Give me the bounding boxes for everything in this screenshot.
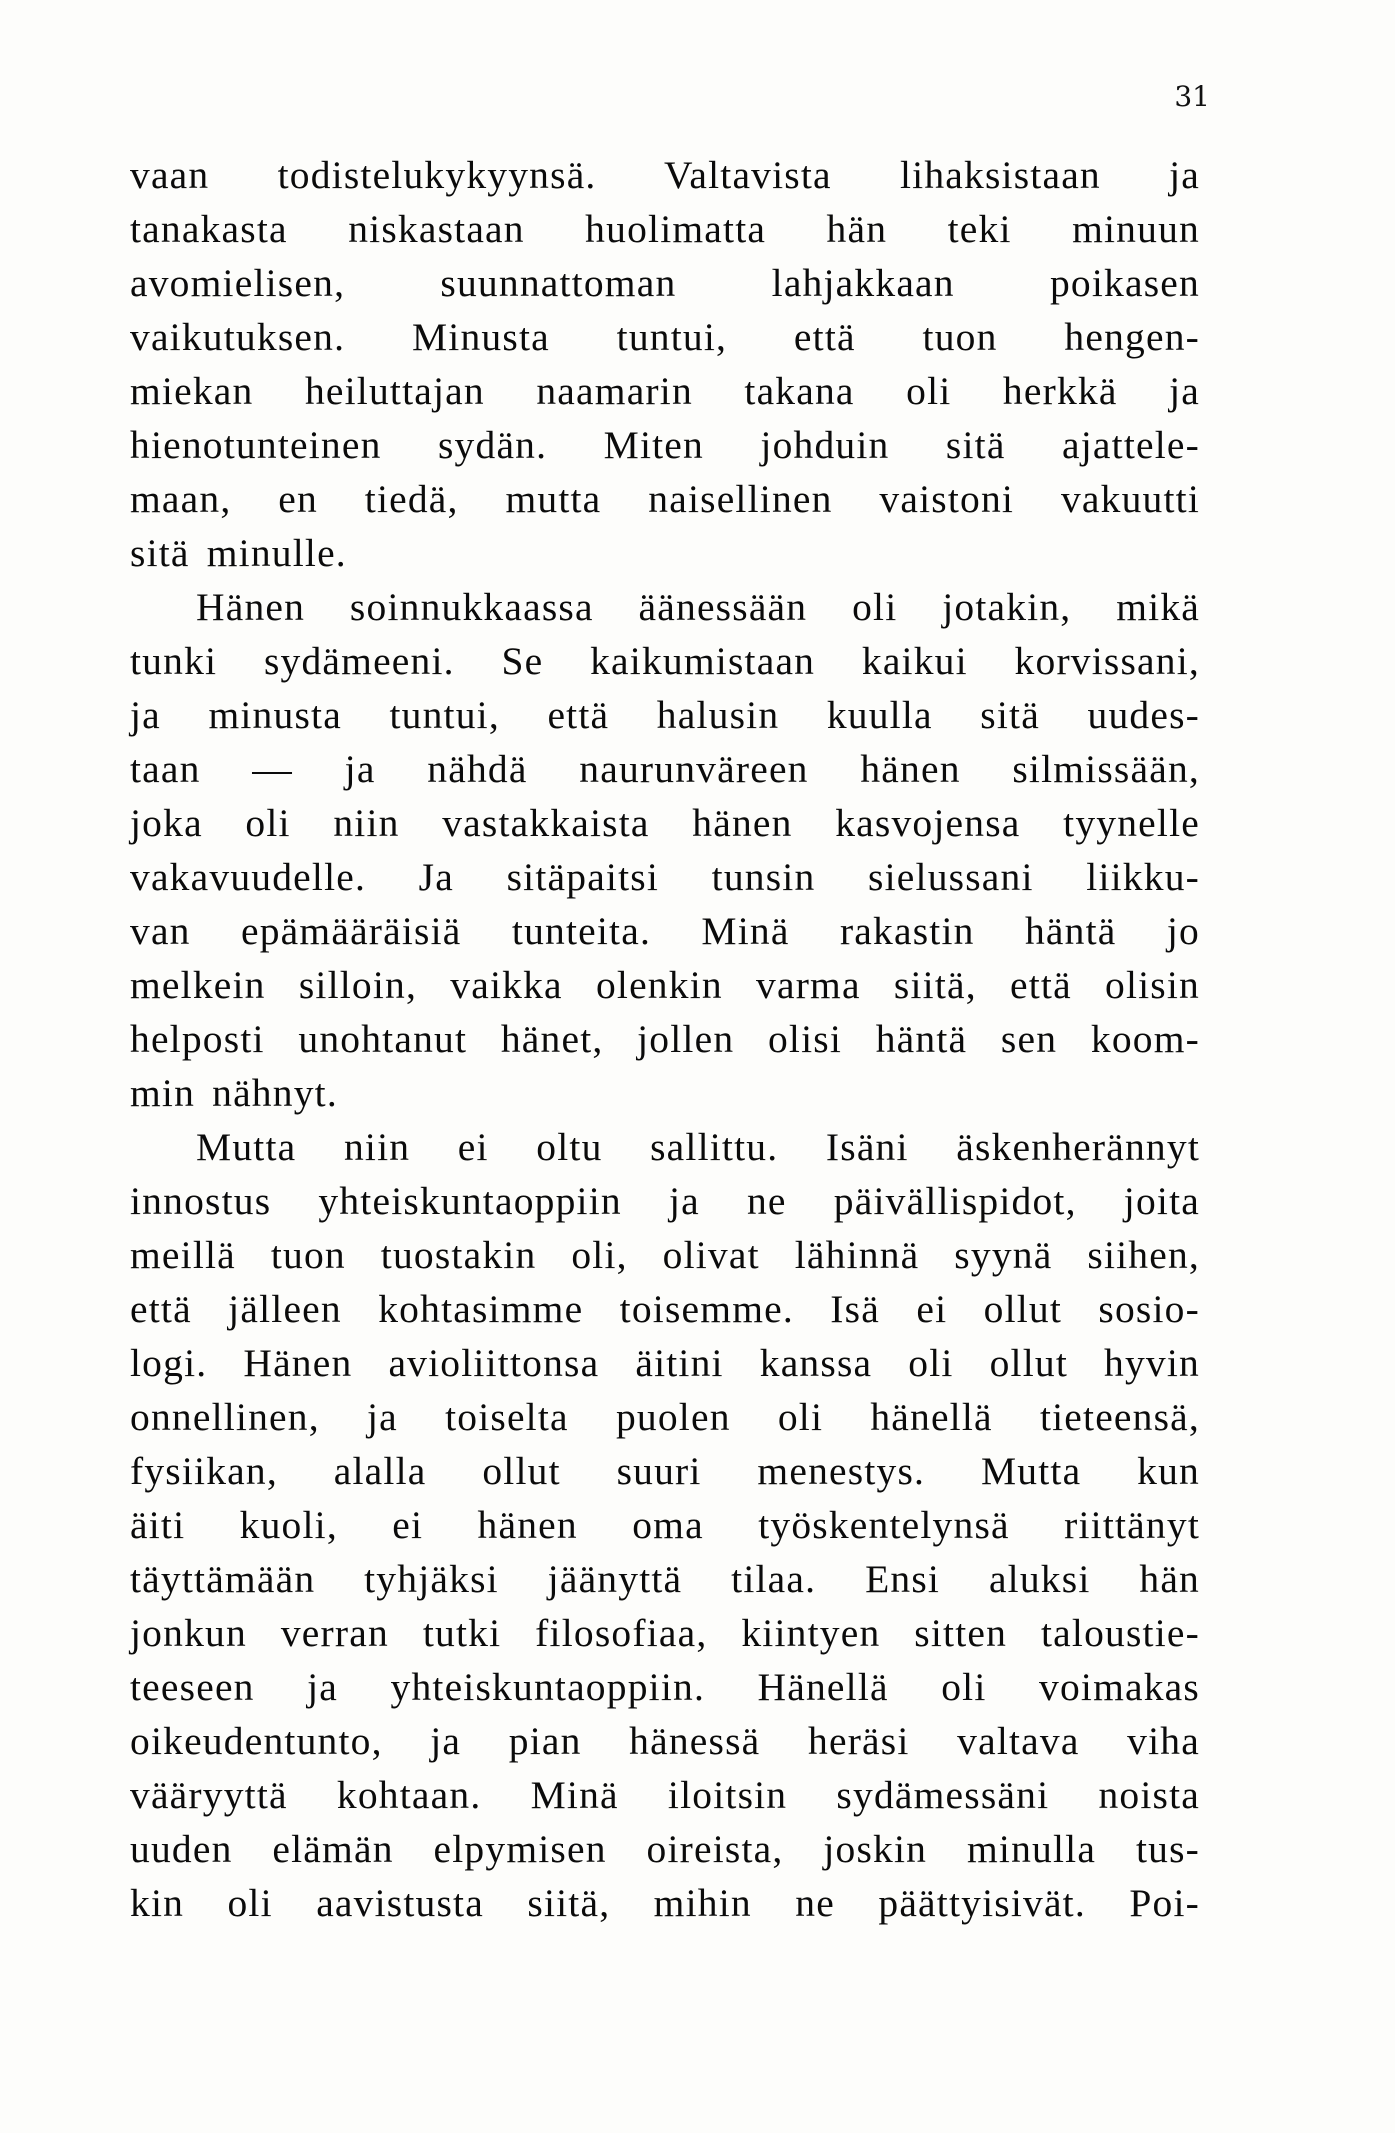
text-line: vaikutuksen. Minusta tuntui, että tuon hengen- bbox=[130, 315, 1200, 359]
text-line: vakavuudelle. Ja sitäpaitsi tunsin sielussani liikku- bbox=[130, 855, 1200, 899]
text-line: hienotunteinen sydän. Miten johduin sitä ajattele- bbox=[130, 423, 1200, 467]
text-line: meillä tuon tuostakin oli, olivat lähinnä syynä siihen, bbox=[130, 1233, 1200, 1277]
text-line: äiti kuoli, ei hänen oma työskentelynsä riittänyt bbox=[130, 1503, 1200, 1547]
paragraph-1 bbox=[130, 148, 1200, 580]
text-line: jonkun verran tutki filosofiaa, kiintyen sitten taloustie- bbox=[130, 1611, 1200, 1655]
text-line: maan, en tiedä, mutta naisellinen vaistoni vakuutti bbox=[130, 477, 1200, 521]
text-line: miekan heiluttajan naamarin takana oli herkkä ja bbox=[130, 369, 1200, 413]
text-line: onnellinen, ja toiselta puolen oli hänellä tieteensä, bbox=[130, 1395, 1200, 1439]
text-line: että jälleen kohtasimme toisemme. Isä ei ollut sosio- bbox=[130, 1287, 1200, 1331]
text-line: melkein silloin, vaikka olenkin varma siitä, että olisin bbox=[130, 963, 1200, 1007]
text-line: oikeudentunto, ja pian hänessä heräsi valtava viha bbox=[130, 1719, 1200, 1763]
paragraph-2 bbox=[130, 580, 1200, 1120]
text-line: tanakasta niskastaan huolimatta hän teki minuun bbox=[130, 207, 1200, 251]
text-line: sitä minulle. bbox=[130, 531, 347, 575]
text-line: helposti unohtanut hänet, jollen olisi häntä sen koom- bbox=[130, 1017, 1200, 1061]
text-line: fysiikan, alalla ollut suuri menestys. Mutta kun bbox=[130, 1449, 1200, 1493]
text-line: täyttämään tyhjäksi jäänyttä tilaa. Ensi aluksi hän bbox=[130, 1557, 1200, 1601]
text-line: Hänen soinnukkaassa äänessään oli jotakin, mikä bbox=[196, 585, 1200, 629]
text-line: taan — ja nähdä naurunväreen hänen silmissään, bbox=[130, 747, 1200, 791]
text-line: avomielisen, suunnattoman lahjakkaan poikasen bbox=[130, 261, 1200, 305]
text-line: ja minusta tuntui, että halusin kuulla sitä uudes- bbox=[130, 693, 1200, 737]
text-line: min nähnyt. bbox=[130, 1071, 338, 1115]
text-line: van epämääräisiä tunteita. Minä rakastin häntä jo bbox=[130, 909, 1200, 953]
paragraph-3 bbox=[130, 1120, 1200, 1930]
text-line: innostus yhteiskuntaoppiin ja ne päivällispidot, joita bbox=[130, 1179, 1200, 1223]
text-line: vääryyttä kohtaan. Minä iloitsin sydämessäni noista bbox=[130, 1773, 1200, 1817]
text-line: Mutta niin ei oltu sallittu. Isäni äskenherännyt bbox=[196, 1125, 1200, 1169]
text-line: vaan todistelukykyynsä. Valtavista lihaksistaan ja bbox=[130, 153, 1200, 197]
body-text bbox=[130, 148, 1200, 1930]
page-number: 31 bbox=[1174, 80, 1210, 113]
text-line: tunki sydämeeni. Se kaikumistaan kaikui korvissani, bbox=[130, 639, 1200, 683]
text-line: teeseen ja yhteiskuntaoppiin. Hänellä oli voimakas bbox=[130, 1665, 1200, 1709]
text-line: logi. Hänen avioliittonsa äitini kanssa oli ollut hyvin bbox=[130, 1341, 1200, 1385]
text-line: joka oli niin vastakkaista hänen kasvojensa tyynelle bbox=[130, 801, 1200, 845]
text-line: kin oli aavistusta siitä, mihin ne päättyisivät. Poi- bbox=[130, 1881, 1200, 1925]
text-line: uuden elämän elpymisen oireista, joskin minulla tus- bbox=[130, 1827, 1200, 1871]
